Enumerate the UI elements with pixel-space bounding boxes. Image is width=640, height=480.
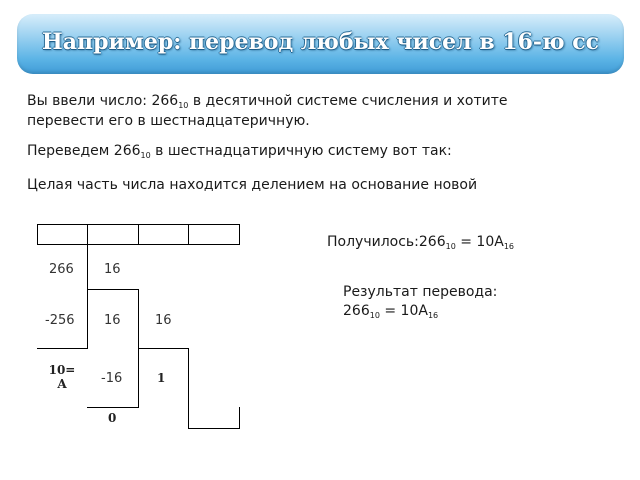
subscript: 16 [427, 311, 439, 320]
table-line [239, 224, 240, 245]
table-line [239, 407, 240, 429]
conversion-result-label: Результат перевода: [343, 284, 498, 300]
remainder-10-equals-a [40, 363, 84, 391]
slide-title: Например: перевод любых чисел в 16-ю сс [41, 29, 600, 55]
paragraph-input-line2: перевести его в шестнадцатеричную. [27, 113, 310, 129]
table-line [138, 224, 139, 245]
table-line [37, 224, 38, 245]
divisor-16: 16 [104, 262, 121, 277]
subscript: 10 [445, 242, 456, 251]
quotient-16: 16 [104, 313, 121, 328]
table-line [188, 348, 189, 429]
text-segment: в десятичной системе счисления и хотите [188, 93, 508, 109]
text-segment: = 10A [379, 303, 428, 319]
table-line [188, 428, 240, 429]
remainder-0: 0 [108, 411, 117, 425]
table-line [138, 348, 189, 349]
text-segment: Получилось:266 [327, 234, 446, 250]
text-segment: 266 [343, 303, 370, 319]
subtrahend-16: -16 [101, 371, 123, 386]
subscript: 10 [369, 311, 380, 320]
paragraph-division-rule: Целая часть числа находится делением на основание новой [27, 177, 478, 193]
text-segment: Вы ввели число: 266 [27, 93, 179, 109]
subtrahend-256: -256 [45, 313, 75, 328]
text-segment: в шестнадцатиричную систему вот так: [150, 143, 452, 159]
divisor-16-second: 16 [155, 313, 172, 328]
conversion-result-value [343, 302, 438, 325]
quotient-1: 1 [157, 371, 166, 385]
table-line [87, 224, 88, 348]
table-line [87, 407, 139, 408]
table-line [188, 224, 189, 245]
text-segment: = 10A [455, 234, 504, 250]
subscript: 10 [140, 151, 151, 160]
subscript: 16 [503, 242, 515, 251]
dividend-266: 266 [49, 262, 74, 277]
table-line [87, 289, 138, 290]
remainder-line2: A [57, 377, 67, 391]
text-segment: Переведем 266 [27, 143, 141, 159]
result-obtained [327, 233, 514, 256]
title-banner [17, 14, 624, 74]
subscript: 10 [178, 101, 189, 110]
table-line [37, 348, 88, 349]
remainder-line1: 10= [48, 363, 76, 377]
paragraph-convert [27, 142, 452, 165]
